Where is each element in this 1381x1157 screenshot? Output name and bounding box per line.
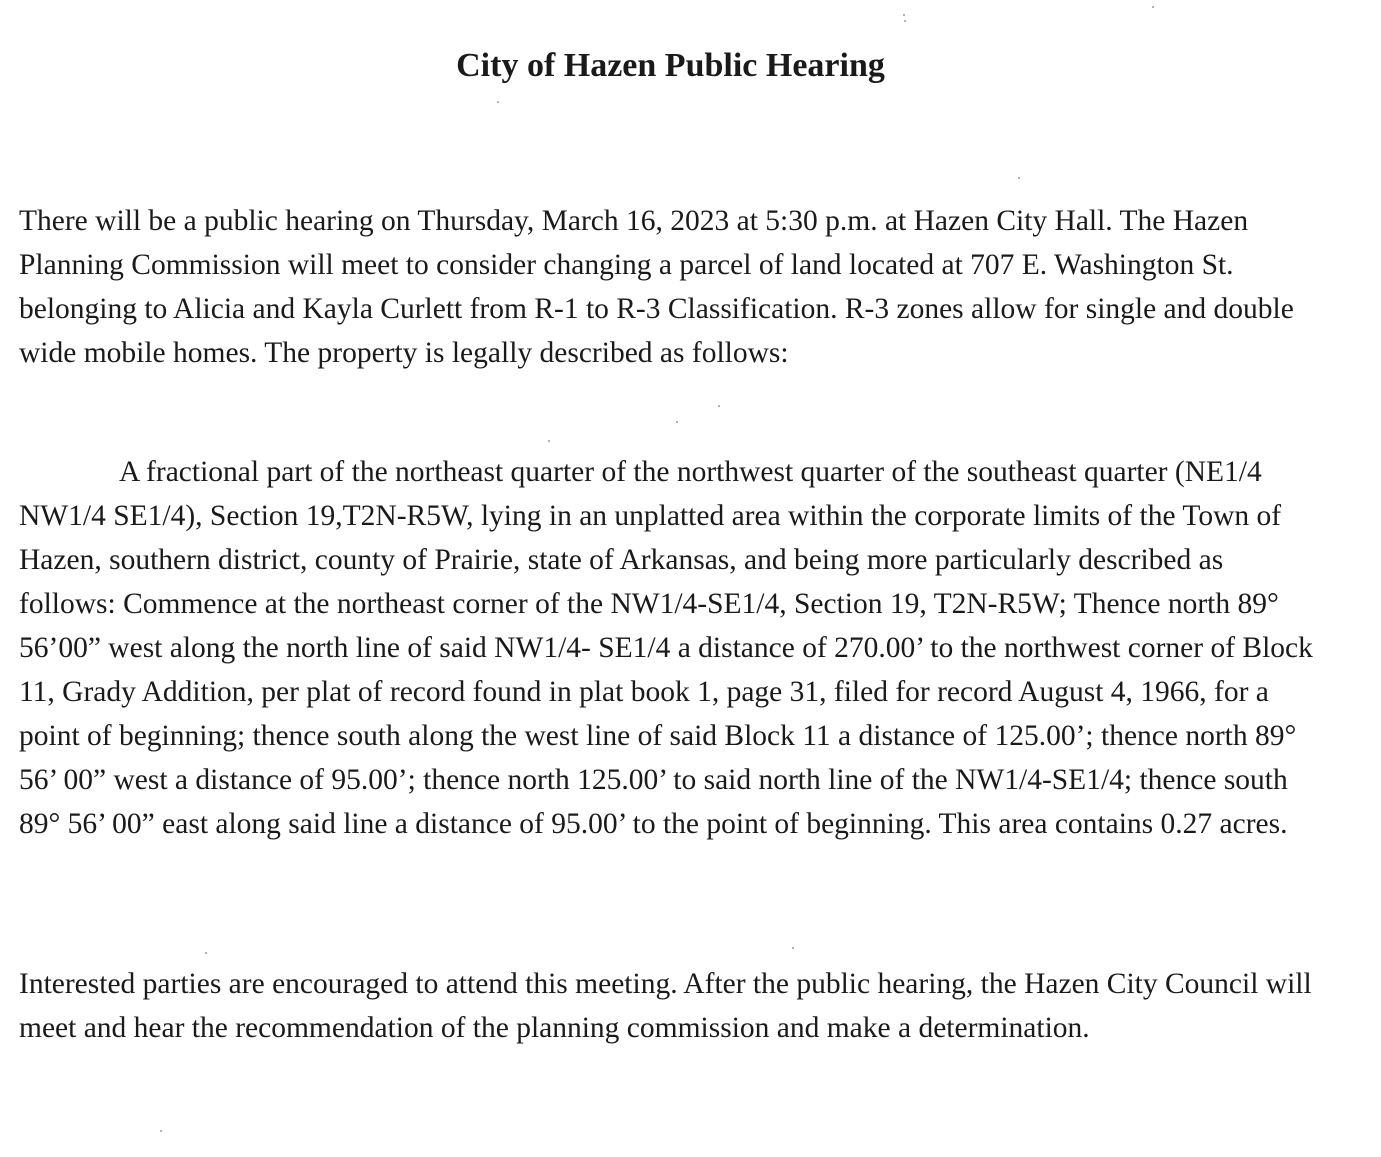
scan-speck: [904, 20, 906, 22]
scan-speck: [903, 14, 905, 16]
scan-speck: [497, 101, 499, 103]
hearing-announcement-paragraph: There will be a public hearing on Thursday, March 16, 2023 at 5:30 p.m. at Hazen City Hall. The Hazen Planning Commission will meet to consider changing a parcel of land located at 707 E. Washington St. belonging to Alicia and Kayla Curlett from R-1 to R-3 Classification. R-3 zones allow for single and double wide mobile homes. The property is legally described as follows:: [19, 205, 1294, 369]
closing-paragraph: Interested parties are encouraged to attend this meeting. After the public hearing, the Hazen City Council will meet and hear the recommendation of the planning commission and make a determination.: [19, 968, 1312, 1044]
scan-speck: [792, 947, 794, 949]
scan-speck: [676, 421, 678, 423]
scan-speck: [718, 405, 720, 407]
scan-speck: [1018, 177, 1020, 179]
notice-title: City of Hazen Public Hearing: [456, 47, 885, 84]
scan-speck: [1152, 6, 1154, 8]
scan-speck: [160, 1130, 162, 1132]
legal-description-paragraph: A fractional part of the northeast quarter of the northwest quarter of the southeast quarter (NE1/4 NW1/4 SE1/4), Section 19,T2N-R5W, lying in an unplatted area within the corporate limits of the Town of Hazen, southern district, county of Prairie, state of Arkansas, and being more particularly described as follows: Commence at the northeast corner of the NW1/4-SE1/4, Section 19, T2N-R5W; Thence north 89° 56’00” west along the north line of said NW1/4- SE1/4 a distance of 270.00’ to the northwest corner of Block 11, Grady Addition, per plat of record found in plat book 1, page 31, filed for record August 4, 1966, for a point of beginning; thence south along the west line of said Block 11 a distance of 125.00’; thence north 89° 56’ 00” west a distance of 95.00’; thence north 125.00’ to said north line of the NW1/4-SE1/4; thence south 89° 56’ 00” east along said line a distance of 95.00’ to the point of beginning. This area contains 0.27 acres.: [19, 456, 1313, 840]
scan-speck: [548, 440, 550, 442]
scan-speck: [205, 952, 207, 954]
